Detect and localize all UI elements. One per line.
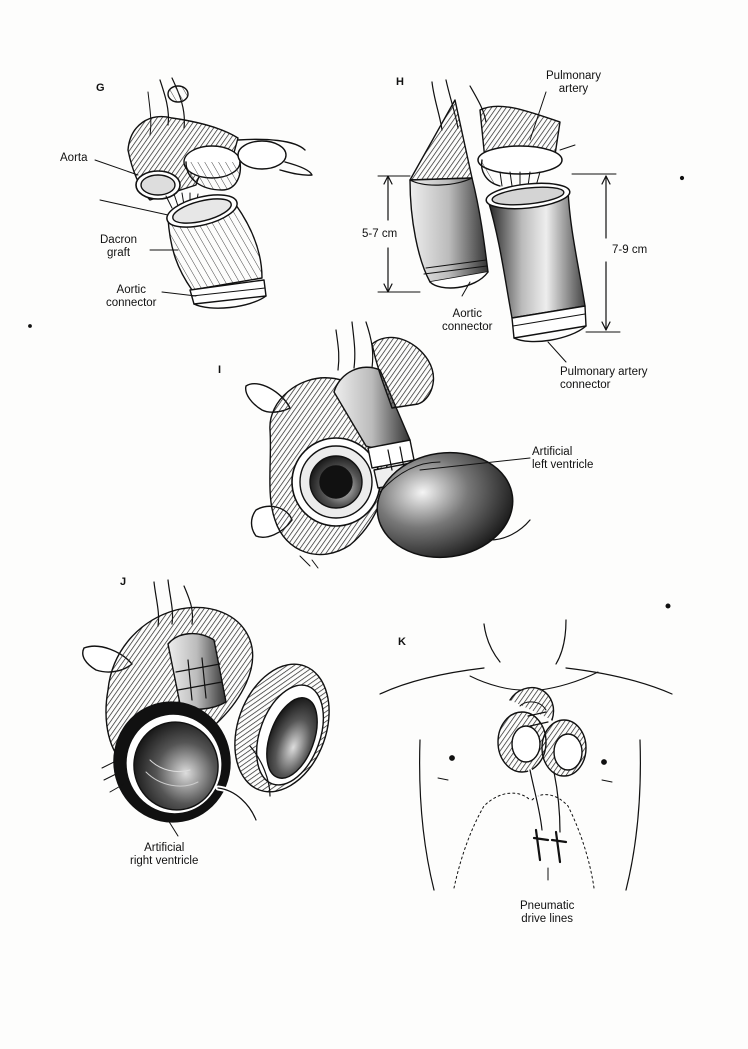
panel-h-drawing <box>378 80 620 362</box>
label-aortic-connector-g: Aortic connector <box>106 284 157 309</box>
panel-label-j: J <box>120 576 127 588</box>
panel-label-i: I <box>218 364 222 376</box>
label-aorta: Aorta <box>60 152 88 164</box>
label-artificial-right-ventricle: Artificial right ventricle <box>130 842 199 867</box>
panel-k-drawing <box>380 620 672 890</box>
panel-label-k: K <box>398 636 406 648</box>
label-dim-5-7cm: 5-7 cm <box>362 228 398 240</box>
panel-label-g: G <box>96 82 105 94</box>
panel-label-h: H <box>396 76 404 88</box>
label-aortic-connector-h: Aortic connector <box>442 308 493 333</box>
panel-i-drawing <box>246 322 530 568</box>
label-pulmonary-artery-connector: Pulmonary artery connector <box>560 366 648 391</box>
label-pneumatic-drive-lines: Pneumatic drive lines <box>520 900 575 925</box>
label-dacron-graft: Dacron graft <box>100 234 138 259</box>
label-artificial-left-ventricle: Artificial left ventricle <box>532 446 594 471</box>
label-dim-7-9cm: 7-9 cm <box>612 244 648 256</box>
panel-j-drawing <box>83 580 346 836</box>
panel-g-drawing <box>95 78 312 308</box>
label-pulmonary-artery: Pulmonary artery <box>546 70 601 95</box>
